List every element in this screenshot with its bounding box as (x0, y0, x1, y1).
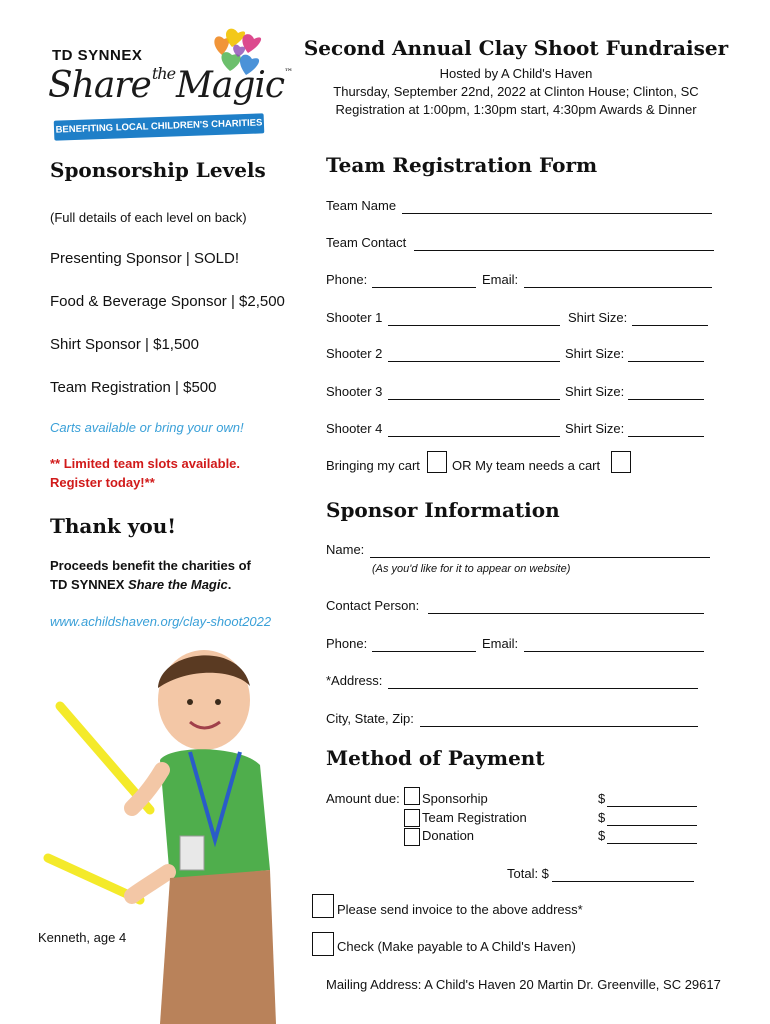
invoice-checkbox[interactable] (312, 894, 334, 918)
needs-cart-checkbox[interactable] (611, 451, 631, 473)
sponsor-phone-label: Phone: (326, 636, 368, 651)
shooter-2-label: Shooter 2 (326, 346, 383, 361)
shooter-2-field[interactable] (388, 361, 560, 362)
shooter-1-shirt-field[interactable] (632, 325, 708, 326)
donation-amount-field[interactable] (607, 843, 697, 844)
logo-tm: ™ (284, 68, 293, 78)
check-label: Check (Make payable to A Child's Haven) (337, 939, 576, 954)
shooter-3-label: Shooter 3 (326, 384, 383, 399)
website-link[interactable]: www.achildshaven.org/clay-shoot2022 (50, 614, 272, 629)
shooter-4-field[interactable] (388, 436, 560, 437)
bringing-cart-label: Bringing my cart (326, 458, 420, 473)
total-amount-field[interactable] (552, 881, 694, 882)
shooter-4-label: Shooter 4 (326, 421, 383, 436)
check-checkbox[interactable] (312, 932, 334, 956)
photo-caption: Kenneth, age 4 (38, 930, 127, 945)
sponsor-name-field[interactable] (370, 557, 710, 558)
hosted-by: Hosted by A Child's Haven (439, 66, 593, 81)
sponsor-phone-field[interactable] (372, 651, 476, 652)
team-email-field[interactable] (524, 287, 712, 288)
city-state-zip-field[interactable] (420, 726, 698, 727)
team-registration-currency: $ (598, 810, 606, 825)
shooter-3-field[interactable] (388, 399, 560, 400)
carts-note: Carts available or bring your own! (50, 420, 244, 435)
level-team: Team Registration | $500 (50, 379, 217, 396)
logo-magic: Magic (176, 65, 285, 106)
shooter-1-field[interactable] (388, 325, 560, 326)
logo-share: Share (48, 65, 151, 106)
level-food-beverage: Food & Beverage Sponsor | $2,500 (50, 293, 285, 310)
address-label: *Address: (326, 673, 383, 688)
sponsor-info-heading: Sponsor Information (326, 498, 560, 522)
child-photo (40, 640, 290, 1024)
shooter-4-shirt-label: Shirt Size: (565, 421, 625, 436)
sponsorship-checkbox[interactable] (404, 787, 420, 805)
mailing-address: Mailing Address: A Child's Haven 20 Martin Dr. Greenville, SC 29617 (326, 977, 721, 992)
shooter-3-shirt-label: Shirt Size: (565, 384, 625, 399)
page-title: Second Annual Clay Shoot Fundraiser (303, 36, 729, 60)
shooter-1-label: Shooter 1 (326, 310, 383, 325)
team-name-label: Team Name (326, 198, 397, 213)
proceeds-line2 (50, 577, 231, 592)
shooter-1-shirt-label: Shirt Size: (568, 310, 628, 325)
thank-you-heading: Thank you! (50, 514, 177, 538)
needs-cart-label: OR My team needs a cart (452, 458, 601, 473)
team-contact-label: Team Contact (326, 235, 407, 250)
proceeds-line1: Proceeds benefit the charities of (50, 558, 251, 573)
sponsor-email-field[interactable] (524, 651, 704, 652)
total-label: Total: $ (507, 866, 549, 881)
contact-person-field[interactable] (428, 613, 704, 614)
team-phone-label: Phone: (326, 272, 368, 287)
logo-brand: TD SYNNEX (52, 47, 143, 64)
shooter-3-shirt-field[interactable] (628, 399, 704, 400)
team-phone-field[interactable] (372, 287, 476, 288)
sponsorship-amount-field[interactable] (607, 806, 697, 807)
donation-label: Donation (422, 828, 475, 843)
logo-banner: BENEFITING LOCAL CHILDREN'S CHARITIES (54, 113, 265, 140)
donation-checkbox[interactable] (404, 828, 420, 846)
registration-times: Registration at 1:00pm, 1:30pm start, 4:30pm Awards & Dinner (335, 102, 697, 117)
level-shirt: Shirt Sponsor | $1,500 (50, 336, 199, 353)
donation-currency: $ (598, 828, 606, 843)
amount-due-label: Amount due: (326, 791, 400, 806)
shooter-2-shirt-field[interactable] (628, 361, 704, 362)
proceeds-italic: Share the Magic (128, 577, 228, 592)
payment-heading: Method of Payment (326, 746, 545, 770)
logo-script (48, 65, 292, 106)
logo-the: the (151, 64, 176, 83)
team-form-heading: Team Registration Form (326, 153, 598, 177)
team-registration-checkbox[interactable] (404, 809, 420, 827)
limited-slots-line2: Register today!** (50, 475, 155, 490)
limited-slots-line1: ** Limited team slots available. (50, 456, 241, 471)
shooter-4-shirt-field[interactable] (628, 436, 704, 437)
address-field[interactable] (388, 688, 698, 689)
invoice-label: Please send invoice to the above address* (337, 902, 583, 917)
logo (40, 25, 293, 145)
bringing-cart-checkbox[interactable] (427, 451, 447, 473)
proceeds-period: . (227, 577, 232, 592)
shooter-2-shirt-label: Shirt Size: (565, 346, 625, 361)
sponsor-email-label: Email: (482, 636, 519, 651)
event-date: Thursday, September 22nd, 2022 at Clinton House; Clinton, SC (333, 84, 699, 99)
team-email-label: Email: (482, 272, 519, 287)
sponsorship-heading: Sponsorship Levels (50, 158, 266, 182)
team-contact-field[interactable] (414, 250, 714, 251)
proceeds-brand: TD SYNNEX (50, 577, 129, 592)
team-registration-amount-field[interactable] (607, 825, 697, 826)
contact-person-label: Contact Person: (326, 598, 420, 613)
team-registration-label: Team Registration (422, 810, 527, 825)
details-note: (Full details of each level on back) (50, 210, 247, 225)
city-state-zip-label: City, State, Zip: (326, 711, 414, 726)
level-presenting: Presenting Sponsor | SOLD! (50, 250, 239, 267)
sponsor-name-note: (As you'd like for it to appear on website) (372, 563, 571, 575)
sponsor-name-label: Name: (326, 542, 365, 557)
sponsorship-currency: $ (598, 791, 606, 806)
team-name-field[interactable] (402, 213, 712, 214)
sponsorship-label: Sponsorhip (422, 791, 488, 806)
